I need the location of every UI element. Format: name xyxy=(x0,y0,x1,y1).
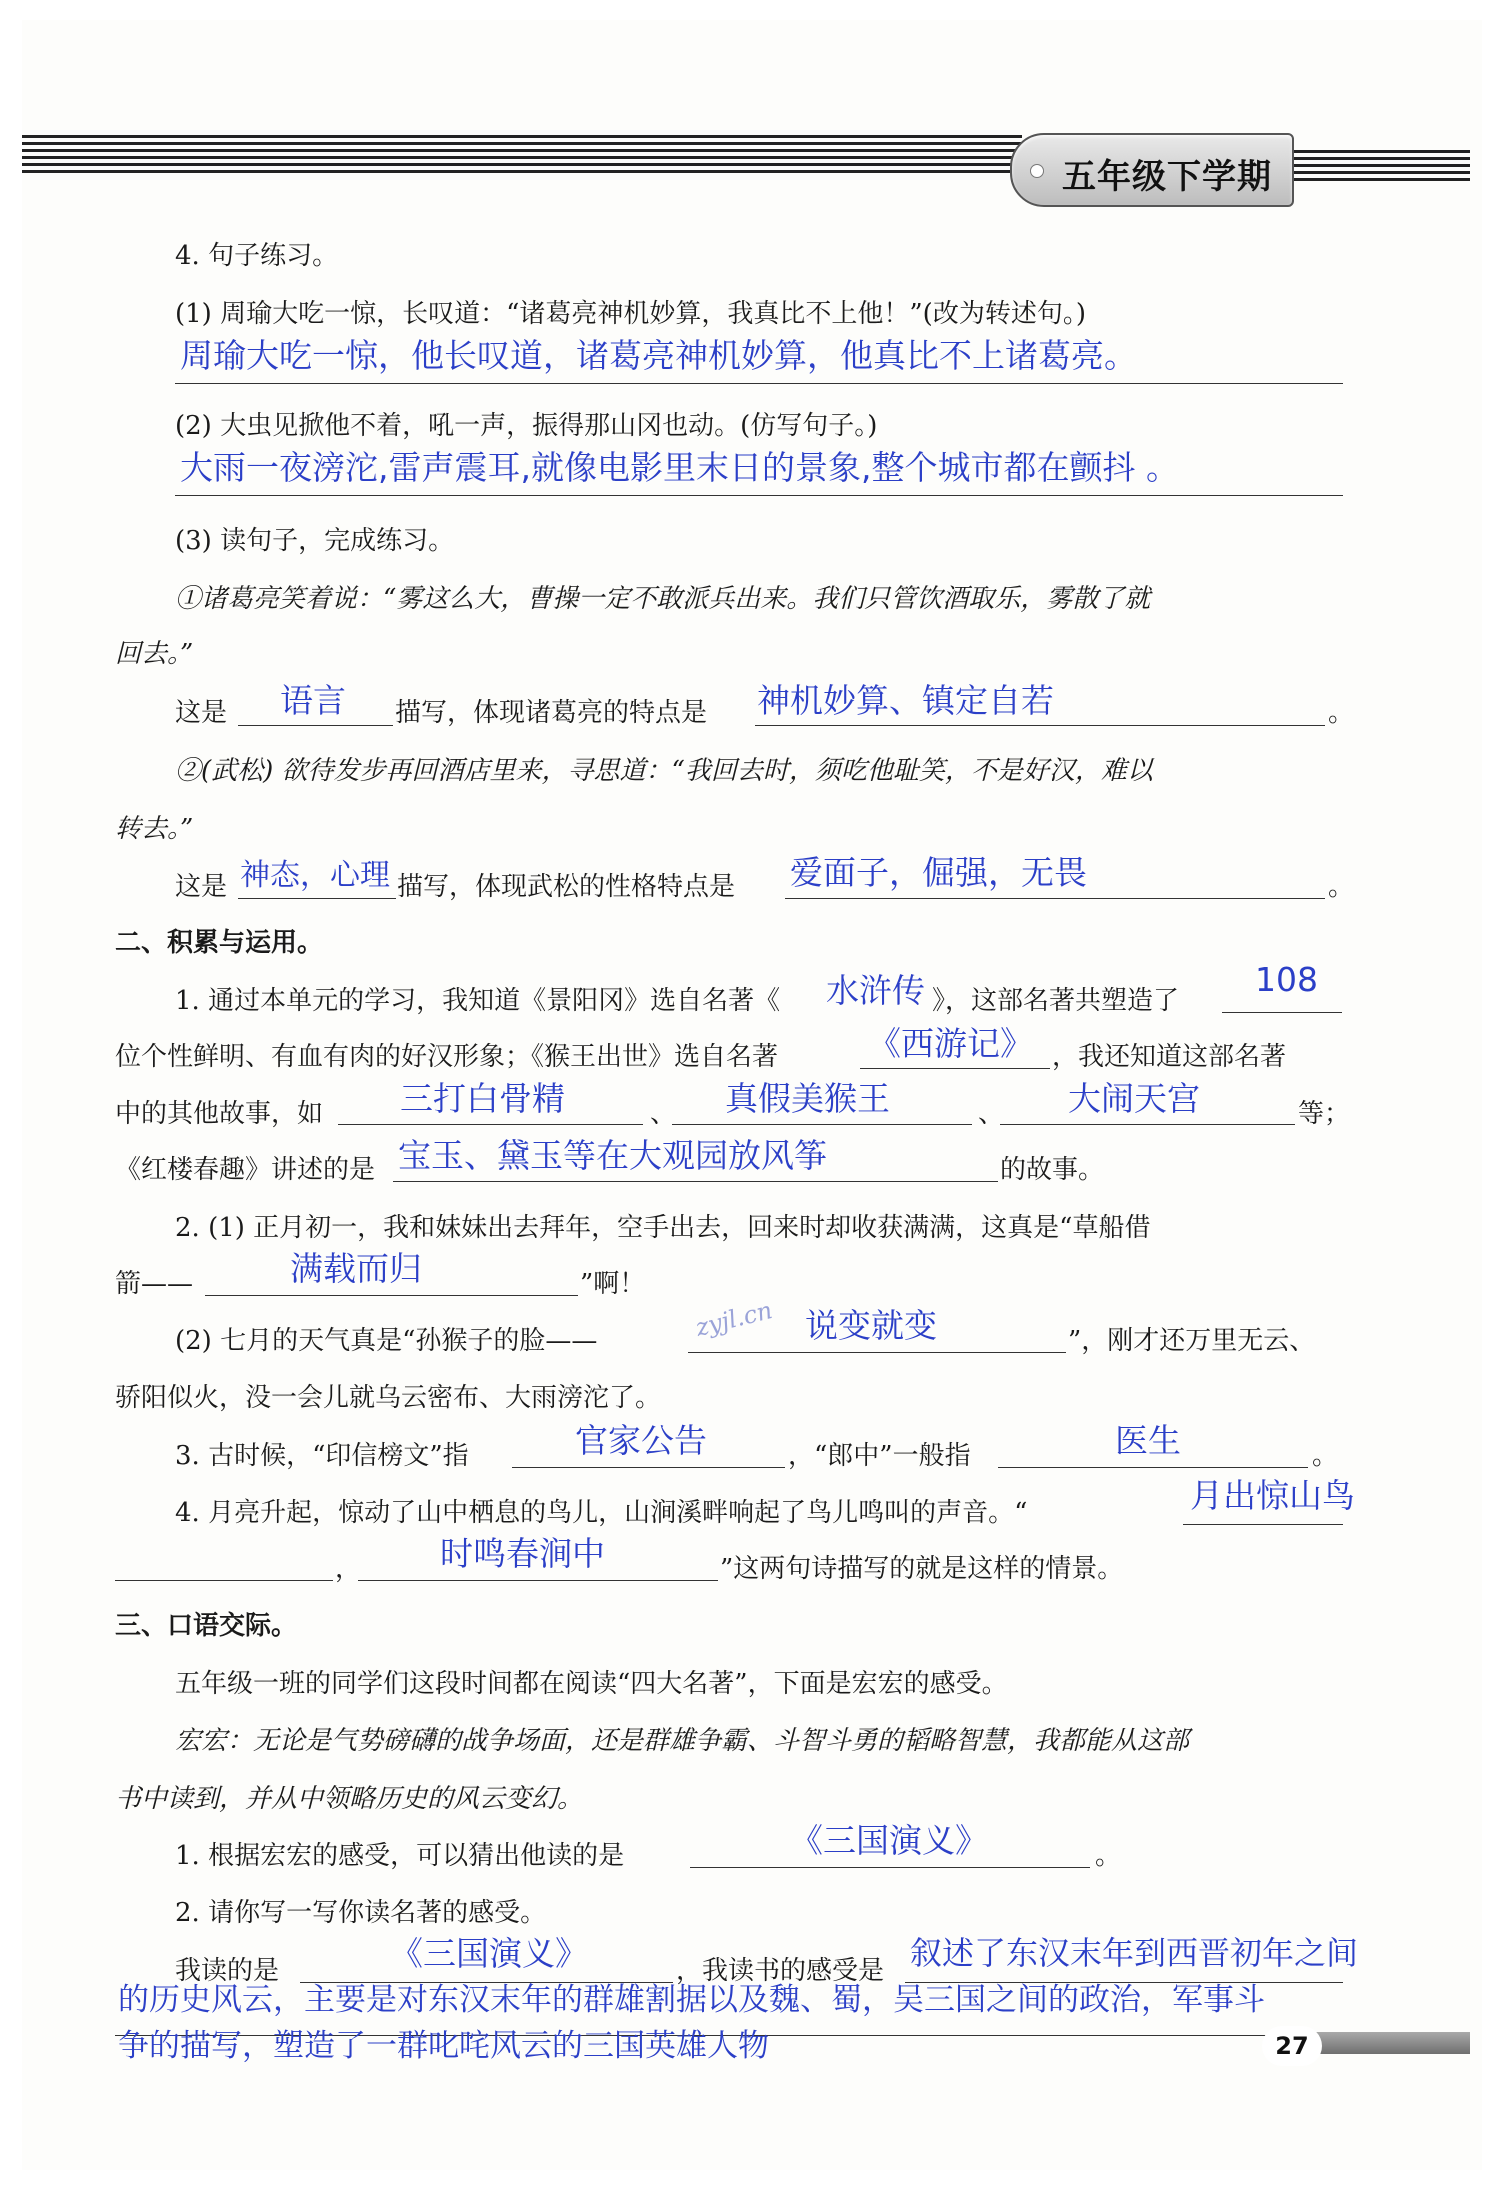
s2-q1-answer-story2: 真假美猴王 xyxy=(725,1079,890,1118)
q4-p3b-blank2 xyxy=(785,898,1325,899)
s3-q2-answer2-line2: 的历史风云，主要是对东汉末年的群雄割据以及魏、蜀，吴三国之间的政治，军事斗 xyxy=(118,1982,1265,2018)
s2-q3-a: 3. 古时候，“印信榜文”指 xyxy=(175,1441,469,1471)
s2-q1-line1-a: 1. 通过本单元的学习，我知道《景阳冈》选自名著《 xyxy=(175,986,781,1016)
q4-p2-answer-line xyxy=(175,495,1343,496)
s2-q2-p2-line2: 骄阳似火，没一会儿就乌云密布、大雨滂沱了。 xyxy=(115,1383,662,1413)
s2-q2-blank1 xyxy=(205,1295,578,1296)
s3-q2-answer2-line3: 争的描写，塑造了一群叱咤风云的三国英雄人物 xyxy=(118,2028,769,2064)
q4-p1-prompt: (1) 周瑜大吃一惊，长叹道：“诸葛亮神机妙算，我真比不上他！”(改为转述句。) xyxy=(175,299,1086,329)
s3-q1-answer: 《三国演义》 xyxy=(790,1821,988,1860)
q4-p3-prompt: (3) 读句子，完成练习。 xyxy=(175,526,455,556)
s2-q1-blank-s2 xyxy=(672,1124,972,1125)
s3-quote-line2: 书中读到，并从中领略历史的风云变幻。 xyxy=(115,1784,584,1814)
s2-q4-answer2: 时鸣春涧中 xyxy=(440,1534,605,1573)
header-rule-lines xyxy=(22,135,1022,183)
s3-q2-a: 我读的是 xyxy=(175,1956,280,1986)
s2-q3-b: ，“郎中”一般指 xyxy=(788,1441,971,1471)
footer-bar xyxy=(1300,2032,1470,2054)
grade-badge xyxy=(1010,133,1294,207)
s2-q4-line2-b: ”这两句诗描写的就是这样的情景。 xyxy=(720,1554,1124,1584)
s2-q1-answer-story1: 三打白骨精 xyxy=(400,1079,565,1118)
q4-p3b-quote-line2: 转去。” xyxy=(115,814,194,844)
s2-q2-line1: 2. (1) 正月初一，我和妹妹出去拜年，空手出去，回来时却收获满满，这真是“草船借 xyxy=(175,1213,1151,1243)
q4-p1-answer: 周瑜大吃一惊，他长叹道，诸葛亮神机妙算，他真比不上诸葛亮。 xyxy=(180,336,1137,375)
q4-p3a-blank1 xyxy=(238,725,393,726)
s2-q3-end: 。 xyxy=(1312,1441,1339,1471)
s2-q1-line3-b: 等； xyxy=(1298,1099,1351,1129)
q4-p3b-pre: 这是 xyxy=(175,872,228,902)
s3-q2-answer1: 《三国演义》 xyxy=(390,1934,588,1973)
s2-q2-blank2 xyxy=(688,1352,1066,1353)
s3-intro: 五年级一班的同学们这段时间都在阅读“四大名著”，下面是宏宏的感受。 xyxy=(175,1669,1008,1699)
s2-q4-blank2 xyxy=(358,1580,718,1581)
s2-q1-line2-a: 位个性鲜明、有血有肉的好汉形象；《猴王出世》选自名著 xyxy=(115,1042,779,1072)
q4-p2-answer: 大雨一夜滂沱,雷声震耳,就像电影里末日的景象,整个城市都在颤抖 。 xyxy=(180,448,1179,487)
watermark: zyjl.cn xyxy=(692,1295,776,1343)
s2-q4-comma: ， xyxy=(335,1554,362,1584)
s2-q2-p2-b: ”，刚才还万里无云、 xyxy=(1068,1326,1316,1356)
q4-p3a-end: 。 xyxy=(1328,698,1355,728)
s2-q3-blank2 xyxy=(998,1467,1308,1468)
q4-p2-prompt: (2) 大虫见掀他不着，吼一声，振得那山冈也动。(仿写句子。) xyxy=(175,411,878,441)
q4-title: 4. 句子练习。 xyxy=(175,241,339,271)
s2-q1-sep2: 、 xyxy=(978,1099,1005,1129)
q4-p3a-blank2 xyxy=(755,725,1325,726)
s2-q3-answer2: 医生 xyxy=(1115,1421,1181,1460)
s3-q1-blank xyxy=(690,1867,1090,1868)
s2-q1-line4-b: 的故事。 xyxy=(1000,1155,1105,1185)
s2-q1-answer-num: 108 xyxy=(1255,960,1318,999)
s2-q4-blank1 xyxy=(1183,1524,1343,1525)
s2-q1-blank-num xyxy=(1222,1012,1342,1013)
q4-p3b-mid: 描写，体现武松的性格特点是 xyxy=(397,872,736,902)
q4-p3b-answer2: 爱面子，倔强，无畏 xyxy=(790,853,1087,892)
s2-q2-answer1: 满载而归 xyxy=(290,1249,422,1288)
header-rule-lines-right xyxy=(1290,150,1470,186)
q4-p3b-answer1: 神态，心理 xyxy=(240,858,390,893)
s2-q2-p2-a: (2) 七月的天气真是“孙猴子的脸—— xyxy=(175,1326,598,1356)
s2-q1-answer-book: 水浒传 xyxy=(826,971,925,1010)
s2-q1-answer-book2: 《西游记》 xyxy=(868,1024,1033,1063)
s2-q4-blank1-cont xyxy=(115,1580,333,1581)
s2-q2-line2-b: ”啊！ xyxy=(580,1269,646,1299)
s2-q1-blank-s1 xyxy=(338,1124,643,1125)
s3-q1-end: 。 xyxy=(1095,1841,1122,1871)
s3-q2-answer2-line1: 叙述了东汉末年到西晋初年之间 xyxy=(910,1934,1359,1972)
s3-q2: 2. 请你写一写你读名著的感受。 xyxy=(175,1898,547,1928)
s2-q1-line1-b: 》，这部名著共塑造了 xyxy=(932,986,1180,1016)
page-number: 27 xyxy=(1262,2026,1322,2066)
s2-q2-answer2: 说变就变 xyxy=(805,1306,937,1345)
q4-p3b-quote-line1: ②(武松) 欲待发步再回酒店里来，寻思道：“我回去时，须吃他耻笑，不是好汉，难以 xyxy=(175,756,1153,786)
s2-q4-line1: 4. 月亮升起，惊动了山中栖息的鸟儿，山涧溪畔响起了鸟儿鸣叫的声音。“ xyxy=(175,1498,1028,1528)
s2-q1-blank-s3 xyxy=(1000,1124,1295,1125)
q4-p3a-quote-line1: ①诸葛亮笑着说：“雾这么大，曹操一定不敢派兵出来。我们只管饮酒取乐，雾散了就 xyxy=(175,584,1151,614)
s2-q3-blank1 xyxy=(512,1467,785,1468)
s2-q1-line3-a: 中的其他故事，如 xyxy=(115,1099,324,1129)
s2-q2-line2-a: 箭—— xyxy=(115,1269,194,1299)
s3-q1-a: 1. 根据宏宏的感受，可以猜出他读的是 xyxy=(175,1841,625,1871)
s3-q2-b: ，我读书的感受是 xyxy=(676,1956,885,1986)
s2-q1-answer-kite-story: 宝玉、黛玉等在大观园放风筝 xyxy=(398,1136,827,1175)
q4-p1-answer-line xyxy=(175,383,1343,384)
s2-q1-sep1: 、 xyxy=(650,1099,677,1129)
badge-dot-icon xyxy=(1030,164,1044,178)
s3-quote-line1: 宏宏：无论是气势磅礴的战争场面，还是群雄争霸、斗智斗勇的韬略智慧，我都能从这部 xyxy=(175,1726,1190,1756)
grade-badge-label: 五年级下学期 xyxy=(1062,157,1272,197)
section3-title: 三、口语交际。 xyxy=(115,1611,298,1641)
q4-p3b-blank1 xyxy=(238,898,396,899)
s2-q1-answer-story3: 大闹天宫 xyxy=(1068,1079,1200,1118)
s2-q1-blank-book2 xyxy=(860,1068,1050,1069)
s2-q4-answer1: 月出惊山鸟 xyxy=(1190,1476,1355,1515)
q4-p3a-answer2: 神机妙算、镇定自若 xyxy=(757,681,1054,720)
s2-q1-blank-story xyxy=(393,1181,998,1182)
s2-q1-line2-b: ，我还知道这部名著 xyxy=(1052,1042,1287,1072)
q4-p3b-end: 。 xyxy=(1328,872,1355,902)
q4-p3a-mid: 描写，体现诸葛亮的特点是 xyxy=(395,698,708,728)
s2-q3-answer1: 官家公告 xyxy=(575,1421,707,1460)
q4-p3a-pre: 这是 xyxy=(175,698,228,728)
q4-p3a-answer1: 语言 xyxy=(280,681,346,720)
s2-q1-line4-a: 《红楼春趣》讲述的是 xyxy=(115,1155,376,1185)
q4-p3a-quote-line2: 回去。” xyxy=(115,639,194,669)
section2-title: 二、积累与运用。 xyxy=(115,928,324,958)
